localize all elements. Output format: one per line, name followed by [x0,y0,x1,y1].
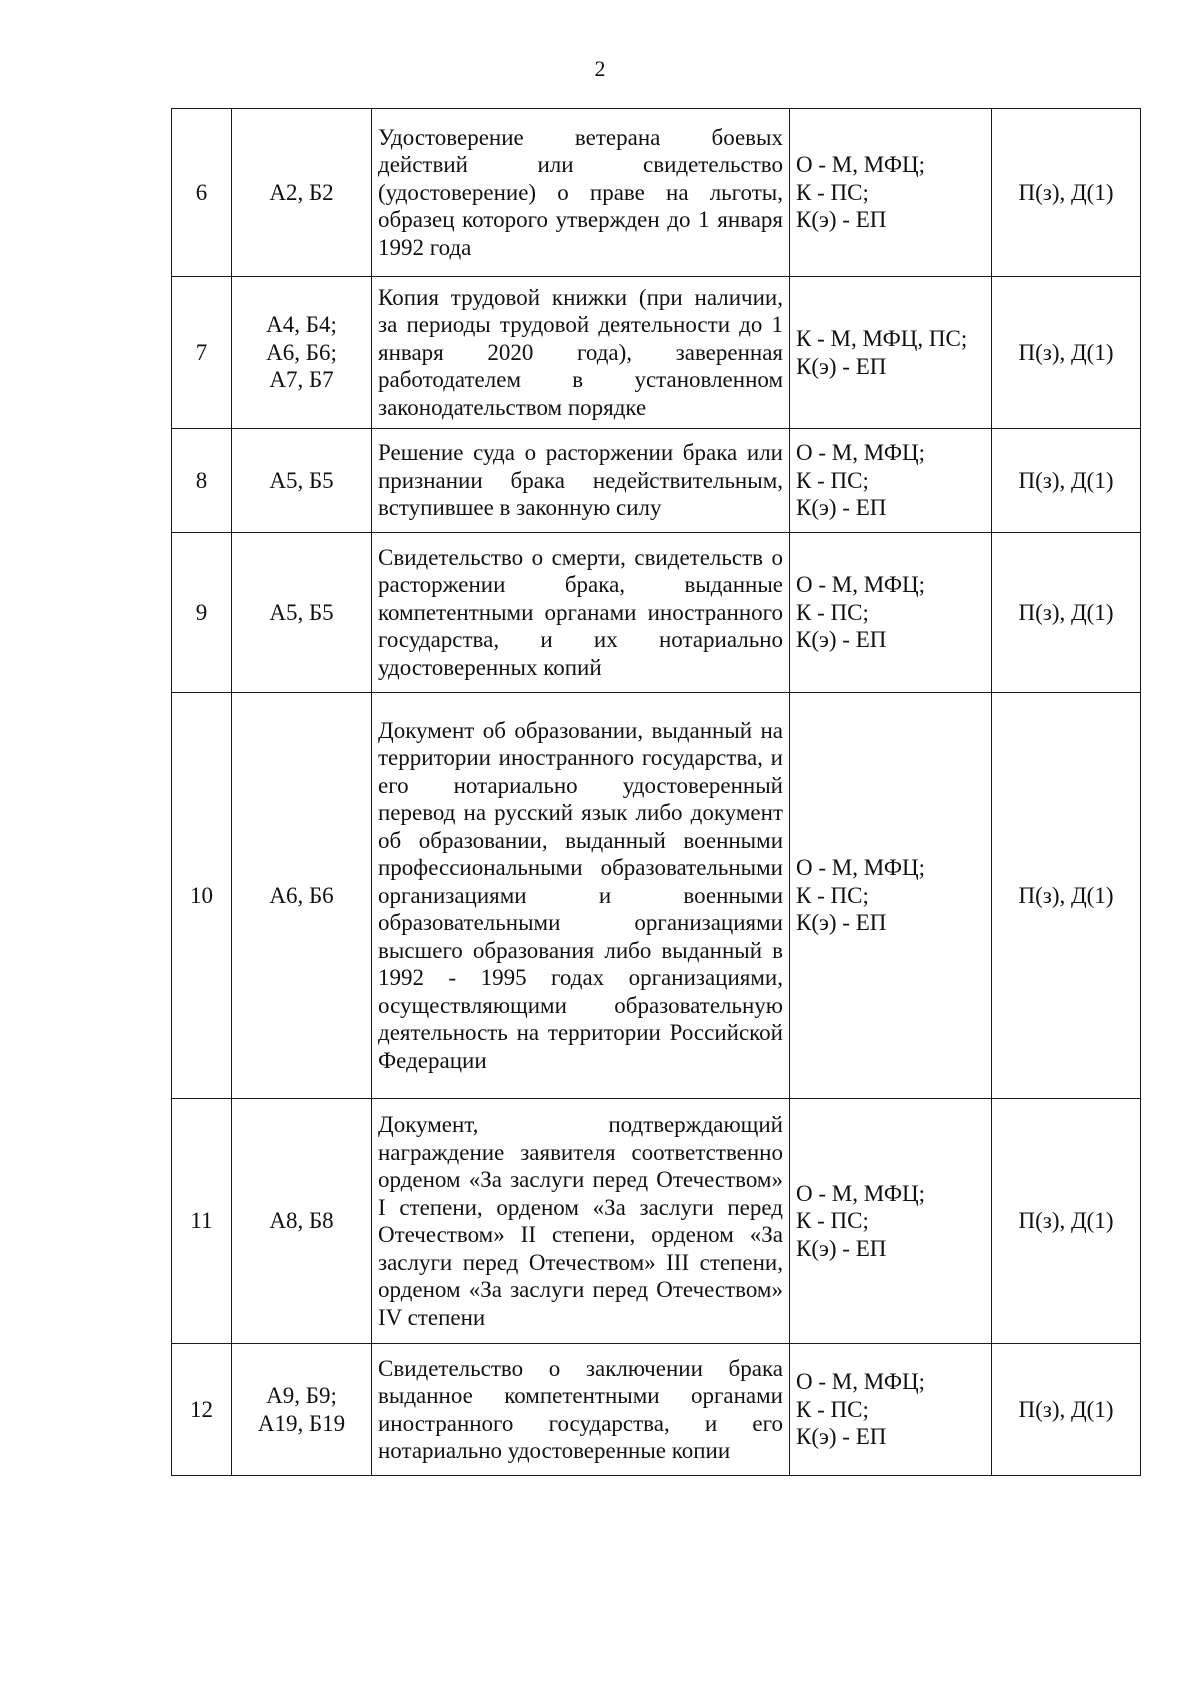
row-requirement: П(з), Д(1) [992,109,1141,277]
receipt-line: К(э) - ЕП [796,207,887,233]
row-requirement: П(з), Д(1) [992,277,1141,429]
receipt-line: К - ПС; [796,179,869,205]
row-codes [232,277,372,429]
table-row [172,429,1141,533]
row-number: 8 [172,429,232,533]
table-row [172,1344,1141,1476]
row-document: Документ об образовании, выданный на территории иностранного государства, и его нотариально удостоверенный перевод на русский язык либо документ об образовании, выданный военными профессиональными образовательными организациями и военными образовательными организациями высшего образования либо выданный в 1992 - 1995 годах организациями, осуществляющими образовательную деятельность на территории Российской Федерации [372,693,790,1099]
receipt-line: О - М, МФЦ; [796,152,926,178]
code-line: А5, Б5 [269,467,334,493]
code-line: А2, Б2 [269,179,334,205]
row-document: Свидетельство о смерти, свидетельств о расторжении брака, выданные компетентными органами иностранного государства, и их нотариально удостоверенных копий [372,533,790,693]
row-number: 12 [172,1344,232,1476]
row-requirement: П(з), Д(1) [992,533,1141,693]
row-number: 10 [172,693,232,1099]
code-line: А8, Б8 [269,1208,334,1234]
receipt-line: К(э) - ЕП [796,353,887,379]
receipt-line: О - М, МФЦ; [796,1180,926,1206]
table-row [172,109,1141,277]
row-document: Удостоверение ветерана боевых действий или свидетельство (удостоверение) о праве на льготы, образец которого утвержден до 1 января 1992 года [372,109,790,277]
receipt-line: К - ПС; [796,1208,869,1234]
code-line: А6, Б6; [266,339,337,365]
code-line: А19, Б19 [257,1410,346,1436]
code-line: А6, Б6 [269,882,334,908]
row-number: 9 [172,533,232,693]
row-codes [232,1344,372,1476]
row-receipt [790,277,992,429]
table-row [172,277,1141,429]
receipt-line: О - М, МФЦ; [796,855,926,881]
row-number: 6 [172,109,232,277]
row-receipt [790,1099,992,1344]
receipt-line: К(э) - ЕП [796,495,887,521]
receipt-line: К - ПС; [796,882,869,908]
page-number: 2 [594,56,606,81]
row-document: Копия трудовой книжки (при наличии, за периоды трудовой деятельности до 1 января 2020 года), заверенная работодателем в установленном законодательством порядке [372,277,790,429]
row-codes [232,1099,372,1344]
code-line: А5, Б5 [269,599,334,625]
row-requirement: П(з), Д(1) [992,429,1141,533]
table-row [172,693,1141,1099]
row-receipt [790,429,992,533]
row-number: 7 [172,277,232,429]
row-number: 11 [172,1099,232,1344]
documents-table [171,108,1141,1476]
receipt-line: К - ПС; [796,1396,869,1422]
row-document: Документ, подтверждающий награждение заявителя соответственно орденом «За заслуги перед Отечеством» I степени, орденом «За заслуги перед Отечеством» II степени, орденом «За заслуги перед Отечеством» III степени, орденом «За заслуги перед Отечеством» IV степени [372,1099,790,1344]
row-codes [232,693,372,1099]
receipt-line: К(э) - ЕП [796,910,887,936]
code-line: А9, Б9; [266,1383,337,1408]
row-receipt [790,109,992,277]
table-row [172,1099,1141,1344]
row-receipt [790,1344,992,1476]
row-receipt [790,693,992,1099]
row-requirement: П(з), Д(1) [992,1344,1141,1476]
code-line: А4, Б4; [266,312,337,338]
receipt-line: О - М, МФЦ; [796,440,926,466]
row-codes [232,429,372,533]
receipt-line: К - ПС; [796,467,869,493]
row-document: Решение суда о расторжении брака или признании брака недействительным, вступившее в законную силу [372,429,790,533]
row-codes [232,109,372,277]
row-document: Свидетельство о заключении брака выданное компетентными органами иностранного государства, и его нотариально удостоверенные копии [372,1344,790,1476]
code-line: А7, Б7 [269,367,334,393]
row-requirement: П(з), Д(1) [992,1099,1141,1344]
receipt-line: К - ПС; [796,599,869,625]
receipt-line: К(э) - ЕП [796,1235,887,1261]
row-requirement: П(з), Д(1) [992,693,1141,1099]
receipt-line: К(э) - ЕП [796,627,887,653]
row-codes [232,533,372,693]
receipt-line: О - М, МФЦ; [796,1369,926,1395]
row-receipt [790,533,992,693]
receipt-line: К(э) - ЕП [796,1424,887,1450]
table-row [172,533,1141,693]
receipt-line: О - М, МФЦ; [796,572,926,598]
receipt-line: К - М, МФЦ, ПС; [796,326,968,351]
